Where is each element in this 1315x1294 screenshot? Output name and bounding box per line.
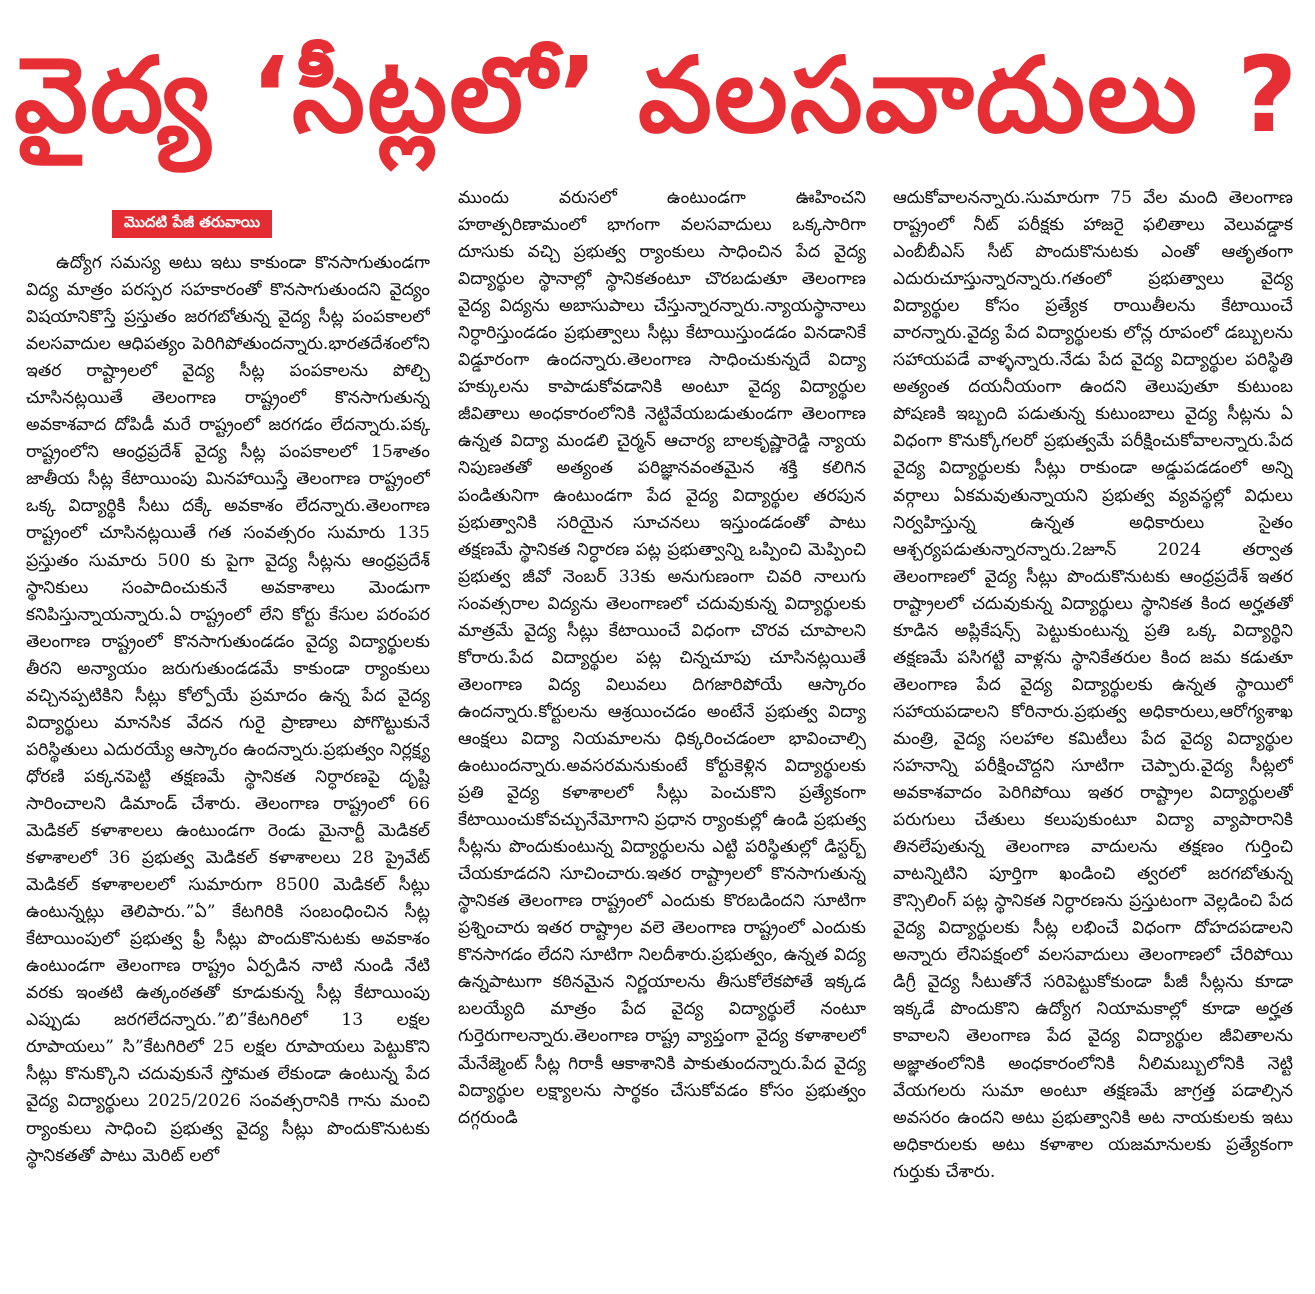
- article-column-1: [26, 250, 430, 1290]
- article-column-3: [893, 185, 1293, 1275]
- article-paragraph: ముందు వరుసలో ఉంటుండగా ఊహించని హఠాత్పరిణామంలో భాగంగా వలసవాదులు ఒక్కసారిగా దూసుకు వచ్చి ప్రభుత్వ ర్యాంకులు సాధించిన పేద వైద్య విద్యార్థుల స్థానాల్లో స్థానికతంటూ చొరబడుతూ తెలంగాణ వైద్య విద్యను అబాసుపాలు చేస్తున్నారన్నారు.న్యాయస్థానాలు నిర్ధారిస్తుండడం ప్రభుత్వాలు సీట్లు కేటాయిస్తుండడం వినడానికే విడ్డూరంగా ఉందన్నారు.తెలంగాణ సాధించుకున్నదే విద్యా హక్కులను కాపాడుకోవడానికి అంటూ వైద్య విద్యార్థుల జీవితాలు అంధకారంలోనికి నెట్టివేయబడుతుండగా తెలంగాణ ఉన్నత విద్యా మండలి చైర్మన్ ఆచార్య బాలకృష్ణారెడ్డి న్యాయ నిపుణతతో అత్యంత పరిజ్ఞానవంతమైన శక్తి కలిగిన పండితునిగా ఉంటుండగా పేద వైద్య విద్యార్థుల తరపున ప్రభుత్వానికి సరియైన సూచనలు ఇస్తుండడంతో పాటు తక్షణమే స్థానికత నిర్ధారణ పట్ల ప్రభుత్వాన్ని ఒప్పించి మెప్పించి ప్రభుత్వ జీవో నెంబర్ 33కు అనుగుణంగా చివరి నాలుగు సంవత్సరాల విద్యను తెలంగాణలో చదువుకున్న విద్యార్థులకు మాత్రమే వైద్య సీట్లు కేటాయించే విధంగా చొరవ చూపాలని కోరారు.పేద విద్యార్థుల పట్ల చిన్నచూపు చూసినట్లయితే తెలంగాణ విద్య విలువలు దిగజారిపోయే ఆస్కారం ఉందన్నారు.కోర్టులను ఆశ్రయించడం అంటేనే ప్రభుత్వ విద్యా ఆంక్షలు విద్యా నియమాలను ధిక్కరించడంలా భావించాల్సి ఉంటుందన్నారు.అవసరమనుకుంటే కోర్టుకెళ్లిన విద్యార్థులకు ప్రతి వైద్య కళాశాలలో సీట్లు పెంచుకొని ప్రత్యేకంగా కేటాయించుకోవచ్చునేమోగాని ప్రధాన ర్యాంకుల్లో ఉండి ప్రభుత్వ సీట్లను పొందుకుంటున్న విద్యార్థులను ఎట్టి పరిస్థితుల్లో డిస్టర్బ్ చేయకూడదని సూచించారు.ఇతర రాష్ట్రాలలో కొనసాగుతున్న స్థానికత తెలంగాణ రాష్ట్రంలో ఎందుకు కొరబడిందని సూటిగా ప్రశ్నించారు ఇతర రాష్ట్రాల వలె తెలంగాణ రాష్ట్రంలో ఎందుకు కొనసాగడం లేదని సూటిగా నిలదీశారు.ప్రభుత్వం, ఉన్నత విద్య ఉన్నపాటుగా కఠినమైన నిర్ణయాలను తీసుకోలేకపోతే ఇక్కడ బలయ్యేది మాత్రం పేద వైద్య విద్యార్థులే నంటూ గుర్తెరుగాలన్నారు.తెలంగాణ రాష్ట్ర వ్యాప్తంగా వైద్య కళాశాలలో మేనేజ్మెంట్ సీట్ల గిరాకీ ఆకాశానికి పాకుతుందన్నారు.పేద వైద్య విద్యార్థుల లక్ష్యాలను సార్థకం చేసుకోవడం కోసం ప్రభుత్వం దగ్గరుండి: [458, 188, 866, 1128]
- article-paragraph: ఉద్యోగ సమస్య అటు ఇటు కాకుండా కొనసాగుతుండగా విద్య మాత్రం పరస్పర సహకారంతో కొనసాగుతుందని వైద్యం విషయానికొస్తే ప్రస్తుతం జరగబోతున్న వైద్య సీట్ల పంపకాలలో వలసవాదుల ఆధిపత్యం పెరిగిపోతుందన్నారు.భారతదేశంలోని ఇతర రాష్ట్రాలలో వైద్య సీట్ల పంపకాలను పోల్చి చూసినట్లయితే తెలంగాణ రాష్ట్రంలో కొనసాగుతున్న అవకాశవాద దోపిడీ మరే రాష్ట్రంలో జరగడం లేదన్నారు.పక్క రాష్ట్రంలోని ఆంధ్రప్రదేశ్ వైద్య సీట్ల పంపకాలలో 15శాతం జాతీయ సీట్ల కేటాయింపు మినహాయిస్తే తెలంగాణ రాష్ట్రంలో ఒక్క విద్యార్థికి సీటు దక్కే అవకాశం లేదన్నారు.తెలంగాణ రాష్ట్రంలో చూసినట్లయితే గత సంవత్సరం సుమారు 135 ప్రస్తుతం సుమారు 500 కు పైగా వైద్య సీట్లను ఆంధ్రప్రదేశ్ స్థానికులు సంపాదించుకునే అవకాశాలు మెండుగా కనిపిస్తున్నాయన్నారు.ఏ రాష్ట్రంలో లేని కోర్టు కేసుల పరంపర తెలంగాణ రాష్ట్రంలో కొనసాగుతుండడం వైద్య విద్యార్థులకు తీరని అన్యాయం జరుగుతుండడమే కాకుండా ర్యాంకులు వచ్చినప్పటికిని సీట్లు కోల్పోయే ప్రమాదం ఉన్న పేద వైద్య విద్యార్థులు మానసిక వేదన గురై ప్రాణాలు పోగొట్టుకునే పరిస్థితులు ఎదురయ్యే ఆస్కారం ఉందన్నారు.ప్రభుత్వం నిర్లక్ష్య ధోరణి పక్కనపెట్టి తక్షణమే స్థానికత నిర్ధారణపై దృష్టి సారించాలని డిమాండ్ చేశారు. తెలంగాణ రాష్ట్రంలో 66 మెడికల్ కళాశాలలు ఉంటుండగా రెండు మైనార్టీ మెడికల్ కళాశాలలో 36 ప్రభుత్వ మెడికల్ కళాశాలలు 28 ప్రైవేట్ మెడికల్ కళాశాలలలో సుమారుగా 8500 మెడికల్ సీట్లు ఉంటున్నట్లు తెలిపారు.”ఏ” కేటగిరికి సంబంధించిన సీట్ల కేటాయింపులో ప్రభుత్వ ఫ్రీ సీట్లు పొందుకొనుటకు అవకాశం ఉంటుండగా తెలంగాణ రాష్ట్రం ఏర్పడిన నాటి నుండి నేటి వరకు ఇంతటి ఉత్కంఠతతో కూడుకున్న సీట్ల కేటాయింపు ఎప్పుడు జరగలేదన్నారు.”బి”కేటగిరిలో 13 లక్షల రూపాయలు” సి”కేటగిరిలో 25 లక్షల రూపాయలు పెట్టుకొని సీట్లు కొనుక్కొని చదువుకునే స్తోమత లేకుండా ఉంటున్న పేద వైద్య విద్యార్థులు 2025/2026 సంవత్సరానికి గాను మంచి ర్యాంకులు సాధించి ప్రభుత్వ వైద్య సీట్లు పొందుకొనుటకు స్థానికతతో పాటు మెరిట్ లలో: [26, 253, 430, 1166]
- continued-from-front-page-tag: మొదటి పేజీ తరువాయి: [112, 210, 272, 238]
- article-paragraph: ఆదుకోవాలనన్నారు.సుమారుగా 75 వేల మంది తెలంగాణ రాష్ట్రంలో నీట్ పరీక్షకు హాజరై ఫలితాలు వెలువడ్డాక ఎంబీబీఎస్ సీట్ పొందుకొనుటకు ఎంతో ఆతృతంగా ఎదురుచూస్తున్నారన్నారు.గతంలో ప్రభుత్వాలు వైద్య విద్యార్థుల కోసం ప్రత్యేక రాయితీలను కేటాయించే వారన్నారు.వైద్య పేద విద్యార్థులకు లోన్ల రూపంలో డబ్బులను సహాయపడే వాళ్ళన్నారు.నేడు పేద వైద్య విద్యార్థుల పరిస్థితి అత్యంత దయనీయంగా ఉందని తెలుపుతూ కుటుంబ పోషణకి ఇబ్బంది పడుతున్న కుటుంబాలు వైద్య సీట్లను ఏ విధంగా కొనుక్కోగలరో ప్రభుత్వమే పరీక్షించుకోవాలన్నారు.పేద వైద్య విద్యార్థులకు సీట్లు రాకుండా అడ్డుపడడంలో అన్ని వర్గాలు ఏకమవుతున్నాయని ప్రభుత్వ వ్యవస్థల్లో విధులు నిర్వహిస్తున్న ఉన్నత అధికారులు సైతం ఆశ్చర్యపడుతున్నారన్నారు.2జూన్ 2024 తర్వాత తెలంగాణలో వైద్య సీట్లు పొందుకొనుటకు ఆంధ్రప్రదేశ్ ఇతర రాష్ట్రాలలో చదువుకున్న విద్యార్థులు స్థానికత కింద అర్హతతో కూడిన అప్లికేషన్స్ పెట్టుకుంటున్న ప్రతి ఒక్క విద్యార్థిని తక్షణమే పసిగట్టి వాళ్లను స్థానికేతరుల కింద జమ కడుతూ తెలంగాణ పేద వైద్య విద్యార్థులకు ఉన్నత స్థాయిలో సహాయపడాలని కోరినారు.ప్రభుత్వ అధికారులు,ఆరోగ్యశాఖ మంత్రి, వైద్య సలహాల కమిటీలు పేద వైద్య విద్యార్థుల సహనాన్ని పరీక్షించొద్దని సూటిగా చెప్పారు.వైద్య సీట్లలో అవకాశవాదం పెరిగిపోయి ఇతర రాష్ట్రాల విద్యార్థులతో పరుగులు చేతులు కలుపుకుంటూ విద్యా వ్యాపారానికి తినలేపుతున్న తెలంగాణ వాదులను తక్షణం గుర్తించి వాటన్నిటిని పూర్తిగా ఖండించి త్వరలో జరగబోతున్న కౌన్సిలింగ్ పట్ల స్థానికత నిర్ధారణను ప్రస్తుటంగా వెల్లడించి పేద వైద్య విద్యార్థులకు సీట్ల లభించే విధంగా దోహదపడాలని అన్నారు లేనిపక్షంలో వలసవాదులు తెలంగాణలో చేరిపోయి డిగ్రీ వైద్య సీటుతోనే సరిపెట్టుకోకుండా పీజీ సీట్లను కూడా ఇక్కడే పొందుకొని ఉద్యోగ నియామకాల్లో కూడా అర్హత కావాలని తెలంగాణ పేద వైద్య విద్యార్థుల జీవితాలను అజ్ఞాతంలోనికి అంధకారంలోనికి నీలిమబ్బులోనికి నెట్టి వేయగలరు సుమా అంటూ తక్షణమే జాగ్రత్త పడాల్సిన అవసరం ఉందని అటు ప్రభుత్వానికి అట నాయకులకు ఇటు అధికారులకు అటు కళాశాల యజమానులకు ప్రత్యేకంగా గుర్తుకు చేశారు.: [893, 188, 1293, 1182]
- article-column-2: [458, 185, 866, 1290]
- headline: వైద్య ‘సీట్లలో’ వలసవాదులు ?: [14, 34, 1300, 156]
